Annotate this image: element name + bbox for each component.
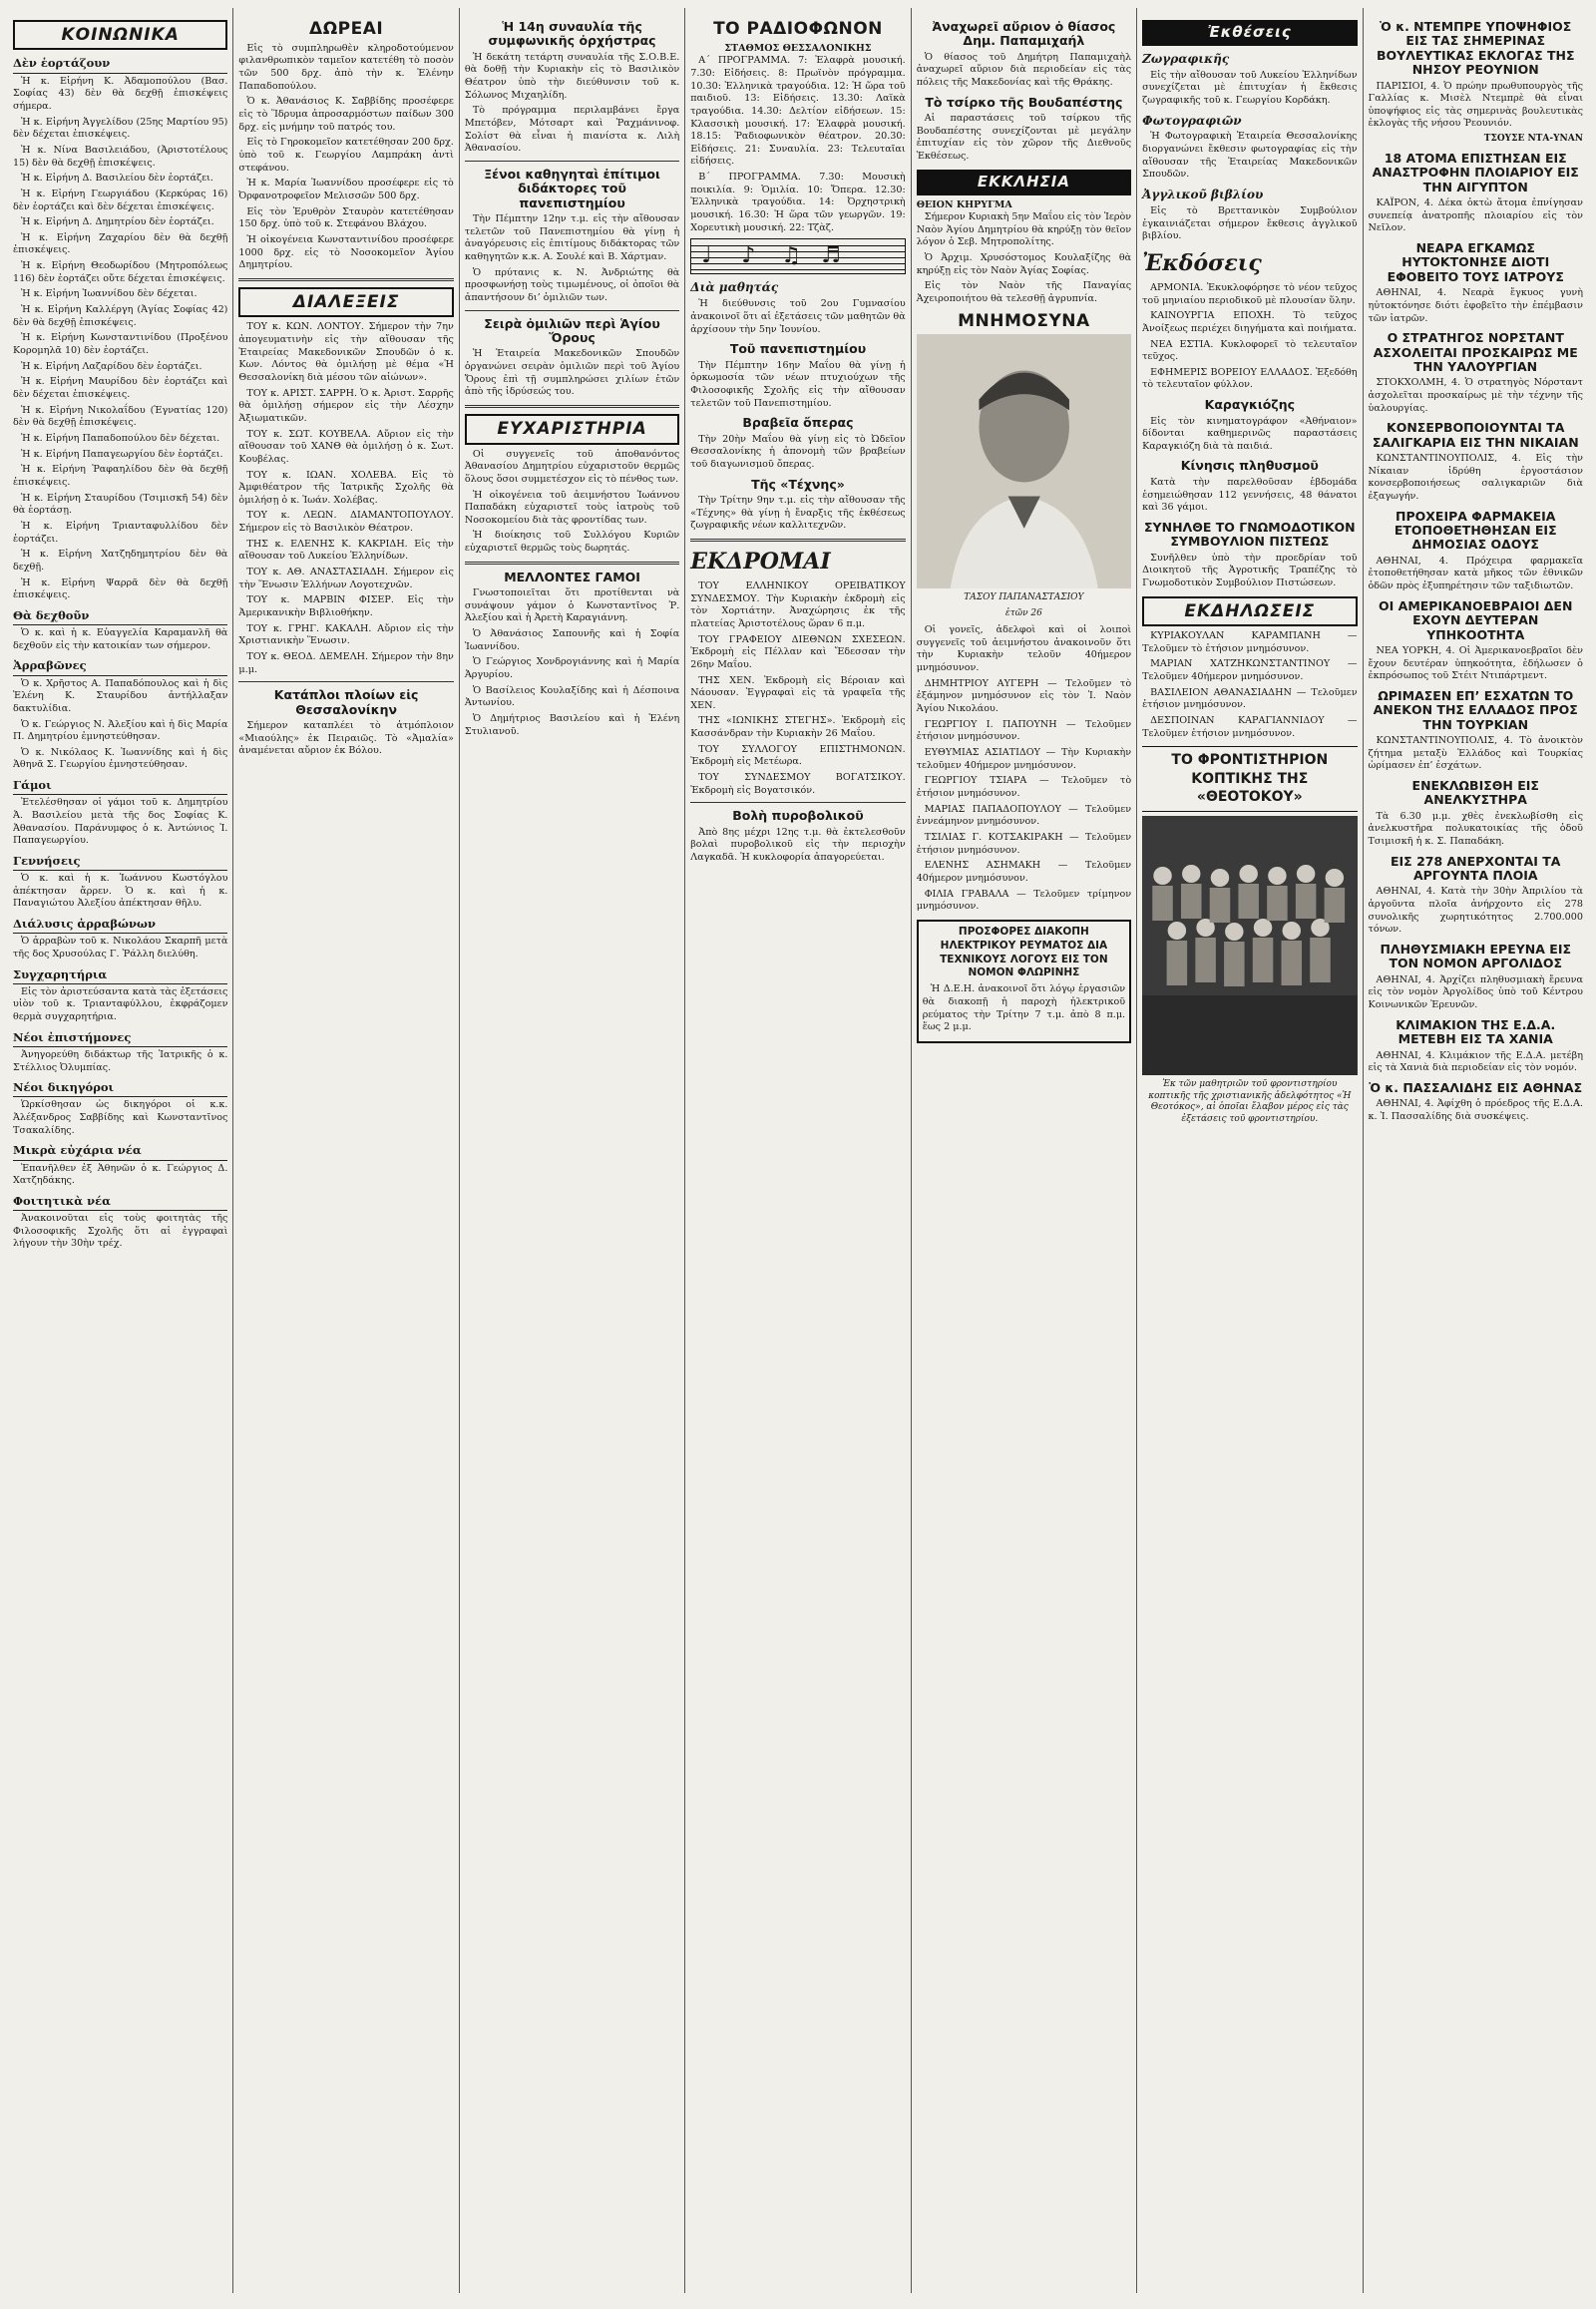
divider — [465, 562, 679, 565]
list-item: ΤΟΥ κ. ΜΑΡΒΙΝ ΦΙΣΕΡ. Εἰς τὴν Ἀμερικανικὴν Βιβλιοθήκην. — [238, 594, 454, 619]
heading-elevator: ΕΝΕΚΛΩΒΙΣΘΗ ΕΙΣ ΑΝΕΛΚΥΣΤΗΡΑ — [1411, 777, 1539, 808]
heading-university: Τοῦ πανεπιστημίου — [729, 341, 867, 357]
music-note-icon: ♪ — [741, 242, 756, 269]
church-subheading: ΘΕΙΟΝ ΚΗΡΥΓΜΑ — [916, 198, 1012, 210]
list-item: ΔΕΣΠΟΙΝΑΝ ΚΑΡΑΓΙΑΝΝΙΔΟΥ — Τελοῦμεν ἐτήσιον μνημόσυνον. — [1142, 714, 1358, 739]
paragraph: ΑΘΗΝΑΙ, 4. Κλιμάκιον τῆς Ε.Δ.Α. μετέβη εἰς τὰ Χανιὰ διὰ περιοδείαν εἰς τὸν νομόν. — [1368, 1049, 1583, 1074]
heading-new-scientists: Νέοι ἐπιστήμονες — [13, 1030, 227, 1047]
list-item: Ἡ κ. Εἰρήνη Λαζαρίδου δὲν ἑορτάζει. — [21, 360, 202, 372]
list-item: Ἡ κ. Νίνα Βασιλειάδου, (Ἀριστοτέλους 15) δὲν θὰ δεχθῇ ἐπισκέψεις. — [13, 144, 228, 169]
list-item: ΤΣΙΛΙΑΣ Γ. ΚΟΤΣΑΚΙΡΑΚΗ — Τελοῦμεν ἐτήσιον μνημόσυνον. — [916, 831, 1132, 856]
music-staff-graphic — [690, 238, 905, 274]
divider — [465, 161, 679, 162]
heading-art-society: Τῆς «Τέχνης» — [751, 476, 845, 492]
heading-student-news: Φοιτητικὰ νέα — [13, 1194, 227, 1211]
heading-excursions: ΕΚΔΡΟΜΑΙ — [690, 548, 831, 575]
paragraph: ΑΘΗΝΑΙ, 4. Ἀφίχθη ὁ πρόεδρος τῆς Ε.Δ.Α. κ. Ἰ. Πασσαλίδης διὰ συσκέψεις. — [1368, 1098, 1583, 1122]
paragraph: Τὴν Τρίτην 9ην τ.μ. εἰς τὴν αἴθουσαν τῆς «Τέχνης» θὰ γίνῃ ἡ ἔναρξις τῆς ἐκθέσεως ζωγραφικῆς νέων καλλιτεχνῶν. — [690, 494, 906, 532]
heading-coptic-school: ΤΟ ΦΡΟΝΤΙΣΤΗΡΙΟΝ ΚΟΠΤΙΚΗΣ ΤΗΣ «ΘΕΟΤΟΚΟΥ» — [1142, 746, 1357, 811]
paragraph: ΣΤΟΚΧΟΛΜΗ, 4. Ὁ στρατηγὸς Νόρσταντ ἀσχολεῖται προσκαίρως μὲ τὴν τέχνην τῆς ὑαλουργίας. — [1368, 377, 1583, 414]
list-item: ΤΟΥ κ. ΙΩΑΝ. ΧΟΛΕΒΑ. Εἰς τὸ Ἀμφιθέατρον τῆς Ἰατρικῆς Σχολῆς θὰ ὁμιλήσῃ ὁ κ. Ἰωάν. Χολέβας. — [238, 469, 454, 506]
paragraph: ΝΕΑ ΥΟΡΚΗ, 4. Οἱ Ἀμερικανοεβραῖοι δὲν ἔχουν δευτέραν ὑπηκοότητα, ἐδήλωσεν ὁ ἐκπρόσωπος τοῦ Στέιτ Ντιπάρτμεντ. — [1368, 644, 1583, 682]
text-ship-arrivals: Σήμερον καταπλέει τὸ ἀτμόπλοιον «Μιαούλης» ἐκ Πειραιῶς. Τὸ «Ἀμαλία» ἀναμένεται αὔριον ἐκ Βόλου. — [238, 720, 454, 757]
list-item: Ὁ Ἀθανάσιος Σαπουνῆς καὶ ἡ Σοφία Ἰωαννίδου. — [464, 628, 680, 652]
heading-karagiozis: Καραγκιόζης — [1204, 397, 1295, 413]
list-item: Ὁ κ. Νικόλαος Κ. Ἰωαννίδης καὶ ἡ δὶς Ἀθηνᾶ Σ. Γεωργίου ἐμνηστεύθησαν. — [13, 746, 228, 771]
section-title-social: ΚΟΙΝΩΝΙΚΑ — [13, 20, 227, 50]
paragraph: Εἰς τὸ Βρεττανικὸν Συμβούλιον ἐγκαινιάζεται σήμερον ἔκθεσις ἀγγλικοῦ βιβλίου. — [1142, 204, 1358, 242]
list-item: Ὁ κ. Χρῆστος Α. Παπαδόπουλος καὶ ἡ δὶς Ἑλένη Κ. Σταυρίδου ἀντήλλαξαν δακτυλίδια. — [13, 677, 228, 714]
paragraph: ΚΩΝΣΤΑΝΤΙΝΟΥΠΟΛΙΣ, 4. Τὸ ἀνοικτὸν ζήτημα μεταξὺ Ἑλλάδος καὶ Τουρκίας ὡρίμασεν ἐπ’ ἐσχάτων. — [1368, 734, 1583, 772]
list-item: ΚΥΡΙΑΚΟΥΛΑΝ ΚΑΡΑΜΠΑΝΗ — Τελοῦμεν τὸ ἐτήσιον μνημόσυνον. — [1142, 629, 1358, 654]
text-small-news: Ἐπανῆλθεν ἐξ Ἀθηνῶν ὁ κ. Γεώργιος Δ. Χατζηδάκης. — [13, 1162, 228, 1187]
heading-foreign-professors: Ξένοι καθηγηταὶ ἐπίτιμοι διδάκτορες τοῦ πανεπιστημίου — [484, 167, 660, 210]
radio-station: ΣΤΑΘΜΟΣ ΘΕΣΣΑΛΟΝΙΚΗΣ — [724, 42, 872, 54]
paragraph: Α΄ ΠΡΟΓΡΑΜΜΑ. 7: Ἐλαφρὰ μουσική. 7.30: Εἰδήσεις. 8: Πρωϊνὸν πρόγραμμα. 10.30: Ἐλληνικὰ τραγούδια. 12: Ἡ ὥρα τοῦ παιδιοῦ. 13: Εἰδήσεις. 13.30: Λαϊκὰ τραγούδια. 14.30: Δελτίον εἰδήσεων. 15: Κλασσικὴ μουσική. 17: Ἐλαφρὰ μουσική. 18.15: Ῥαδιοφωνικὸν θέατρον. 20.30: Εἰδήσεις. 21: Συναυλία. 23: Τελευταῖαι εἰδήσεις. — [690, 55, 906, 168]
heading-weddings: Γάμοι — [13, 778, 227, 795]
list-item: Ἡ κ. Εἰρήνη Χατζηδημητρίου δὲν θὰ δεχθῇ. — [13, 549, 228, 573]
list-item: ΔΗΜΗΤΡΙΟΥ ΑΥΓΕΡΗ — Τελοῦμεν τὸ ἑξάμηνον μνημόσυνον εἰς τὸν Ἱ. Ναὸν Ἁγίου Νικολάου. — [916, 677, 1132, 715]
divider — [465, 405, 679, 408]
heading-births: Γεννήσεις — [13, 854, 227, 871]
divider — [690, 802, 905, 803]
list-item: ΤΗΣ «ΙΩΝΙΚΗΣ ΣΤΕΓΗΣ». Ἐκδρομὴ εἰς Κασσάνδραν τὴν Κυριακὴν 26 Μαΐου. — [690, 715, 906, 740]
list-item: ΤΟΥ κ. ΛΕΩΝ. ΔΙΑΜΑΝΤΟΠΟΥΛΟΥ. Σήμερον εἰς τὸ Βασιλικὸν Θέατρον. — [238, 510, 454, 535]
paragraph: Ὁ θίασος τοῦ Δημήτρη Παπαμιχαὴλ ἀναχωρεῖ αὔριον διὰ περιοδείαν εἰς τὰς πόλεις τῆς Μακεδονίας καὶ τῆς Θράκης. — [916, 51, 1132, 89]
list-item: Εἰς τὸν Ναὸν τῆς Παναγίας Ἀχειροποιήτου θὰ τελεσθῇ ἀγρυπνία. — [916, 280, 1132, 304]
column-7 — [1364, 8, 1588, 2293]
heading-future-weddings: ΜΕΛΛΟΝΤΕΣ ΓΑΜΟΙ — [504, 569, 640, 584]
list-item: Ὁ Δημήτριος Βασιλείου καὶ ἡ Ἑλένη Στυλιανοῦ. — [464, 713, 680, 737]
paragraph: Τὸ πρόγραμμα περιλαμβάνει ἔργα Μπετόβεν, Μότσαρτ καὶ Ῥαχμάνινοφ. Σολίστ θὰ εἶναι ἡ πιανίστα κ. Λιλὴ Ἀθανασίου. — [464, 105, 680, 155]
paragraph: ΚΑΪΡΟΝ, 4. Δέκα ὀκτὼ ἄτομα ἐπνίγησαν συνεπείᾳ ἀνατροπῆς πλοιαρίου εἰς τὸν Νεῖλον. — [1368, 197, 1583, 234]
list-not-celebrating — [13, 76, 227, 602]
paragraph: Τὴν 20ὴν Μαΐου θὰ γίνῃ εἰς τὸ Ὠδεῖον Θεσσαλονίκης ἡ ἀπονομὴ τῶν βραβείων τοῦ διαγωνισμοῦ ὄπερας. — [690, 433, 906, 470]
paragraph: ΑΘΗΝΑΙ, 4. Ἀρχίζει πληθυσμιακὴ ἔρευνα εἰς τὸν νομὸν Ἀργολίδος ὑπὸ τοῦ Κέντρου Κοινωνικῶν Ἐρευνῶν. — [1368, 973, 1583, 1011]
heading-radio: ΤΟ ΡΑΔΙΟΦΩΝΟΝ — [713, 19, 883, 39]
paragraph: Κατὰ τὴν παρελθοῦσαν ἑβδομάδα ἐσημειώθησαν 112 γεννήσεις, 48 θάνατοι καὶ 36 γάμοι. — [1142, 476, 1358, 514]
list-item: ΓΕΩΡΓΙΟΥ ΤΣΙΑΡΑ — Τελοῦμεν τὸ ἐτήσιον μνημόσυνον. — [916, 775, 1132, 799]
group-photo-illustration — [1142, 816, 1357, 1075]
list-item: ΤΟΥ ΕΛΛΗΝΙΚΟΥ ΟΡΕΙΒΑΤΙΚΟΥ ΣΥΝΔΕΣΜΟΥ. Τὴν Κυριακὴν ἐκδρομὴ εἰς τὸν Χορτιάτην. Ἀναχώρησις ἐκ τῆς πλατείας Ἀριστοτέλους ὥραν 6 π.μ. — [690, 579, 906, 629]
list-item: ΓΕΩΡΓΙΟΥ Ι. ΠΑΠΟΥΝΗ — Τελοῦμεν ἐτήσιον μνημόσυνον. — [916, 718, 1132, 743]
list-item: ΤΟΥ κ. ΓΡΗΓ. ΚΑΚΑΛΗ. Αὔριον εἰς τὴν Χριστιανικὴν Ἕνωσιν. — [238, 622, 454, 647]
list-item: ΑΡΜΟΝΙΑ. Ἐκυκλοφόρησε τὸ νέον τεῦχος τοῦ μηνιαίου περιοδικοῦ μὲ πλουσίαν ὕλην. — [1142, 281, 1358, 306]
heading-ntempre: Ὁ κ. ΝΤΕΜΠΡΕ ΥΠΟΨΗΦΙΟΣ ΕΙΣ ΤΑΣ ΣΗΜΕΡΙΝΑΣ ΒΟΥΛΕΥΤΙΚΑΣ ΕΚΛΟΓΑΣ ΤΗΣ ΝΗΣΟΥ ΡΕΟΥΝΙΟΝ — [1377, 19, 1575, 78]
heading-citizenship: ΟΙ ΑΜΕΡΙΚΑΝΟΕΒΡΑΙΟΙ ΔΕΝ ΕΧΟΥΝ ΔΕΥΤΕΡΑΝ ΥΠΗΚΟΟΤΗΤΑ — [1379, 597, 1573, 642]
list-item: ΤΗΣ κ. ΕΛΕΝΗΣ Κ. ΚΑΚΡΙΔΗ. Εἰς τὴν αἴθουσαν τοῦ Λυκείου Ἑλληνίδων. — [238, 538, 454, 563]
list-item: Εἰς τὸ συμπληρωθὲν κληροδοτούμενον φιλανθρωπικὸν ταμεῖον κατετέθη τὸ ποσὸν τῶν 500 δρχ. ἀπὸ τὴν κ. Ἑλένην Παπαδοπούλου. — [238, 42, 454, 92]
list-item: Ἡ οἰκογένεια τοῦ ἀειμνήστου Ἰωάννου Παπαδάκη εὐχαριστεῖ τοὺς ἰατροὺς τοῦ Νοσοκομείου διὰ τὰς φροντίδας των. — [464, 489, 680, 526]
paragraph: Τὴν Πέμπτην 16ην Μαΐου θὰ γίνῃ ἡ ὁρκωμοσία τῶν νέων πτυχιούχων τῆς Φιλοσοφικῆς Σχολῆς εἰς τὴν αἴθουσαν τελετῶν τοῦ Πανεπιστημίου. — [690, 359, 906, 409]
heading-memorials: ΜΝΗΜΟΣΥΝΑ — [958, 310, 1090, 331]
list-item: Ἡ κ. Εἰρήνη Σταυρίδου (Τσιμισκῆ 54) δὲν θὰ ἑορτάσῃ. — [13, 492, 228, 517]
divider — [238, 681, 453, 682]
heading-engagements: Ἀρραβῶνες — [13, 658, 227, 675]
heading-population-survey: ΠΛΗΘΥΣΜΙΑΚΗ ΕΡΕΥΝΑ ΕΙΣ ΤΟΝ ΝΟΜΟΝ ΑΡΓΟΛΙΔΟΣ — [1380, 942, 1572, 971]
list-item: ΕΦΗΜΕΡΙΣ ΒΟΡΕΙΟΥ ΕΛΛΑΔΟΣ. Ἐξεδόθη τὸ τελευταῖον φύλλον. — [1142, 366, 1358, 391]
heading-ship-arrivals: Κατάπλοι πλοίων εἰς Θεσσαλονίκην — [273, 687, 419, 717]
heading-events: ΕΚΔΗΛΩΣΕΙΣ — [1142, 596, 1357, 626]
paragraph: Συνῆλθεν ὑπὸ τὴν προεδρίαν τοῦ Διοικητοῦ τῆς Ἀγροτικῆς Τραπέζης τὸ Γνωμοδοτικὸν Συμβούλιον Πιστώσεων. — [1142, 552, 1358, 588]
paragraph: Ἡ Φωτογραφικὴ Ἑταιρεία Θεσσαλονίκης διοργανώνει ἔκθεσιν φωτογραφίας εἰς τὴν αἴθουσαν τῆς Ἑταιρείας Μακεδονικῶν Σπουδῶν. — [1142, 131, 1358, 181]
paragraph: ΚΩΝΣΤΑΝΤΙΝΟΥΠΟΛΙΣ, 4. Εἰς τὴν Νίκαιαν ἱδρύθη ἐργοστάσιον κονσερβοποιήσεως σαλιγκαριῶν διὰ ἐξαγωγήν. — [1368, 453, 1583, 502]
heading-eda-chania: ΚΛΙΜΑΚΙΟΝ ΤΗΣ Ε.Δ.Α. ΜΕΤΕΒΗ ΕΙΣ ΤΑ ΧΑΝΙΑ — [1396, 1016, 1556, 1047]
heading-troupe: Ἀναχωρεῖ αὔριον ὁ θίασος Δημ. Παπαμιχαήλ — [932, 19, 1116, 49]
heading-circus: Τὸ τσίρκο τῆς Βουδαπέστης — [925, 94, 1123, 110]
heading-students: Διὰ μαθητάς — [690, 280, 779, 295]
portrait-illustration — [917, 334, 1131, 588]
newspaper-page — [8, 8, 1588, 2293]
list-item: ΜΑΡΙΑΝ ΧΑΤΖΗΚΩΝΣΤΑΝΤΙΝΟΥ — Τελοῦμεν 40ήμερον μνημόσυνον. — [1142, 658, 1358, 682]
column-3 — [460, 8, 685, 2293]
list-item: ΤΗΣ ΧΕΝ. Ἐκδρομὴ εἰς Βέροιαν καὶ Νάουσαν. Ἐγγραφαὶ εἰς τὰ γραφεῖα τῆς ΧΕΝ. — [690, 674, 906, 711]
list-item: Ἡ κ. Εἰρήνη Μαυρίδου δὲν ἑορτάζει καὶ δὲν δέχεται ἐπισκέψεις. — [13, 376, 228, 401]
text-will-receive: Ὁ κ. καὶ ἡ κ. Εὐαγγελία Καραμανλῆ θὰ δεχθοῦν εἰς τὴν κατοικίαν των σήμερον. — [13, 627, 228, 651]
list-item: ΤΟΥ κ. ΑΡΙΣΤ. ΣΑΡΡΗ. Ὁ κ. Ἀριστ. Σαρρῆς θὰ ὁμιλήσῃ σήμερον εἰς τὴν Λέσχην Ἀξιωματικῶν. — [238, 387, 454, 424]
heading-photography: Φωτογραφιῶν — [1142, 113, 1242, 128]
heading-population: Κίνησις πληθυσμοῦ — [1180, 458, 1319, 474]
heading-painting: Ζωγραφικῆς — [1142, 51, 1230, 66]
list-item: Ἡ κ. Μαρία Ἰωαννίδου προσέφερε εἰς τὸ Ὀρφανοτροφεῖον Μελισσῶν 500 δρχ. — [238, 178, 454, 201]
heading-idle-ships: ΕΙΣ 278 ΑΝΕΡΧΟΝΤΑΙ ΤΑ ΑΡΓΟΥΝΤΑ ΠΛΟΙΑ — [1390, 853, 1561, 884]
paragraph: ΑΘΗΝΑΙ, 4. Κατὰ τὴν 30ὴν Ἀπριλίου τὰ ἀργοῦντα πλοῖα ἀνήρχοντο εἰς 278 συνολικῆς χωρητικότητος 2.700.000 τόνων. — [1368, 886, 1583, 936]
heading-will-receive: Θὰ δεχθοῦν — [13, 608, 227, 625]
list-item: Ἡ κ. Εἰρήνη Τριανταφυλλίδου δὲν ἑορτάζει. — [13, 520, 228, 545]
list-item: Ὁ κ. Γεώργιος Ν. Ἀλεξίου καὶ ἡ δὶς Μαρία Π. Δημητρίου ἐμνηστεύθησαν. — [13, 718, 228, 743]
paragraph: Αἱ παραστάσεις τοῦ τσίρκου τῆς Βουδαπέστης συνεχίζονται μὲ μεγάλην ἐπιτυχίαν εἰς τὸν χῶρον τῆς Διεθνοῦς Ἐκθέσεως. — [916, 113, 1132, 163]
heading-boat-accident: 18 ΑΤΟΜΑ ΕΠΙΣΤΗΣΑΝ ΕΙΣ ΑΝΑΣΤΡΟΦΗΝ ΠΛΟΙΑΡΙΟΥ ΕΙΣ ΤΗΝ ΑΙΓΥΠΤΟΝ — [1372, 151, 1579, 194]
list-item: Ἡ κ. Εἰρήνη Ἀγγελίδου (25ης Μαρτίου 95) δὲν δέχεται ἐπισκέψεις. — [13, 116, 228, 141]
list-item: Ἡ κ. Εἰρήνη Νικολαΐδου (Ἐγνατίας 120) δὲν θὰ δεχθῇ ἐπισκέψεις. — [13, 404, 228, 429]
list-item: Ὁ Ἀρχιμ. Χρυσόστομος Κουλαξίζης θὰ κηρύξῃ εἰς τὸν Ναὸν Ἁγίας Σοφίας. — [916, 252, 1132, 276]
list-item: Ἡ κ. Εἰρήνη Γεωργιάδου (Κερκύρας 16) δὲν ἑορτάζει καὶ δὲν δέχεται ἐπισκέψεις. — [13, 188, 228, 212]
paragraph: Εἰς τὸν κινηματογράφον «Ἀθήναιον» δίδονται καθημερινῶς παραστάσεις Καραγκιόζη διὰ τὰ παιδιά. — [1142, 415, 1358, 452]
paragraph: Ἡ Ἑταιρεία Μακεδονικῶν Σπουδῶν ὀργανώνει σειρὰν ὁμιλιῶν περὶ τοῦ Ἁγίου Ὄρους ἐπὶ τῇ συμπληρώσει χιλίων ἐτῶν ἀπὸ τῆς ἱδρύσεώς του. — [464, 348, 680, 398]
column-2 — [233, 8, 459, 2293]
notice-title: ΠΡΟΣΦΟΡΕΣ ΔΙΑΚΟΠΗ ΗΛΕΚΤΡΙΚΟΥ ΡΕΥΜΑΤΟΣ ΔΙΑ ΤΕΧΝΙΚΟΥΣ ΛΟΓΟΥΣ ΕΙΣ ΤΟΝ ΝΟΜΟΝ ΦΛΩΡΙΝΗΣ — [940, 925, 1108, 979]
text-broken-engagement: Ὁ ἀρραβὼν τοῦ κ. Νικολάου Σκαρπῆ μετὰ τῆς δος Χρυσούλας Γ. Ῥάλλη διελύθη. — [13, 936, 228, 960]
paragraph: Β΄ ΠΡΟΓΡΑΜΜΑ. 7.30: Μουσικὴ ποικιλία. 9: Ὁμιλία. 10: Ὄπερα. 12.30: Ἐλληνικὰ τραγούδια. 14: Ὀρχηστρικὴ μουσική. 16.30: Ἡ ὥρα τῶν γεωργῶν. 19: Χορευτικὴ μουσική. 22: Τζὰζ. — [690, 172, 906, 233]
music-note-icon: ♫ — [781, 242, 801, 269]
list-item: Ἡ κ. Εἰρήνη Ζαχαρίου δὲν θὰ δεχθῇ ἐπισκέψεις. — [13, 231, 228, 256]
list-item: ΕΥΘΥΜΙΑΣ ΑΣΙΑΤΙΔΟΥ — Τὴν Κυριακὴν τελοῦμεν 40ήμερον μνημόσυνον. — [916, 746, 1132, 771]
list-item: Ἡ οἰκογένεια Κωνσταντινίδου προσέφερε 1000 δρχ. εἰς τὸ Νοσοκομεῖον Ἁγίου Δημητρίου. — [238, 233, 454, 271]
paragraph: Ἡ δεκάτη τετάρτη συναυλία τῆς Σ.Ο.Β.Ε. θὰ δοθῇ τὴν Κυριακὴν εἰς τὸ Βασιλικὸν Θέατρον ὑπὸ τὴν διεύθυνσιν τοῦ κ. Σόλωνος Μιχαηλίδη. — [464, 51, 680, 101]
list-item: Ἡ κ. Εἰρήνη Ῥαφαηλίδου δὲν θὰ δεχθῇ ἐπισκέψεις. — [13, 464, 228, 488]
heading-lecture-series: Σειρὰ ὁμιλιῶν περὶ Ἁγίου Ὄρους — [484, 315, 660, 346]
paragraph: Ἡ διεύθυνσις τοῦ 2ου Γυμνασίου ἀνακοινοῖ ὅτι αἱ ἐξετάσεις τῶν μαθητῶν θὰ ἀρχίσουν τὴν 5ην Ἰουνίου. — [690, 298, 906, 335]
list-item: Εἰς τὸ Γηροκομεῖον κατετέθησαν 200 δρχ. ὑπὸ τοῦ κ. Γεωργίου Λαμπράκη ἀντὶ στεφάνου. — [238, 137, 454, 174]
heading-exhibitions: Ἐκθέσεις — [1142, 20, 1357, 46]
text-new-scientists: Ἀνηγορεύθη διδάκτωρ τῆς Ἰατρικῆς ὁ κ. Στέλλιος Ὀλυμπίας. — [13, 1048, 228, 1073]
paragraph: Ἀπὸ 8ης μέχρι 12ης τ.μ. θὰ ἐκτελεσθοῦν βολαὶ πυροβολικοῦ εἰς τὴν περιοχὴν Λαγκαδᾶ. Ἡ κυκλοφορία ἀπαγορεύεται. — [690, 826, 906, 864]
paragraph: Τὴν Πέμπτην 12ην τ.μ. εἰς τὴν αἴθουσαν τελετῶν τοῦ Πανεπιστημίου θὰ γίνῃ ἡ ἀναγόρευσις εἰς ἐπιτίμους διδάκτορας τῶν καθηγητῶν κ.κ. Α. Σουλέ καὶ Β. Χάρτμαν. — [464, 213, 680, 263]
list-item: ΦΙΛΙΑ ΓΡΑΒΑΛΑ — Τελοῦμεν τρίμηνον μνημόσυνον. — [916, 888, 1132, 913]
list-item: Εἰς τὸν Ἐρυθρὸν Σταυρὸν κατετέθησαν 150 δρχ. ὑπὸ τοῦ κ. Στεφάνου Βλάχου. — [238, 205, 454, 230]
music-note-icon: ♩ — [701, 242, 712, 269]
list-item: ΤΟΥ κ. ΑΘ. ΑΝΑΣΤΑΣΙΑΔΗ. Σήμερον εἰς τὴν Ἕνωσιν Ἑλλήνων Λογοτεχνῶν. — [238, 567, 454, 590]
heading-english-books: Ἀγγλικοῦ βιβλίου — [1142, 188, 1264, 202]
list-item: Ὁ Βασίλειος Κουλαξίδης καὶ ἡ Δέσποινα Ἀντωνίου. — [464, 684, 680, 709]
text-weddings: Ἐτελέσθησαν οἱ γάμοι τοῦ κ. Δημητρίου Ἀ. Βασιλείου μετὰ τῆς δος Σοφίας Κ. Ἀθανασίου. Παράνυμφος ὁ κ. Ἀντώνιος Ἰ. Παπαγεωργίου. — [13, 797, 228, 847]
paragraph: ΑΘΗΝΑΙ, 4. Πρόχειρα φαρμακεῖα ἐτοποθετήθησαν κατὰ μῆκος τῶν ἐθνικῶν ὁδῶν πρὸς ἐξυπηρέτησιν τῶν ταξιδιωτῶν. — [1368, 555, 1583, 592]
portrait-caption: ΤΑΣΟΥ ΠΑΠΑΝΑΣΤΑΣΙΟΥ — [964, 592, 1084, 603]
music-note-icon: ♬ — [821, 242, 841, 269]
heading-publications: Ἐκδόσεις — [1142, 249, 1262, 276]
heading-greece-turkey: ΩΡΙΜΑΣΕΝ ΕΠ’ ΕΣΧΑΤΩΝ ΤΟ ΑΝΕΚΟΝ ΤΗΣ ΕΛΛΑΔΟΣ ΠΡΟΣ ΤΗΝ ΤΟΥΡΚΙΑΝ — [1373, 687, 1578, 732]
text-student-news: Ἀνακοινοῦται εἰς τοὺς φοιτητὰς τῆς Φιλοσοφικῆς Σχολῆς ὅτι αἱ ἐγγραφαὶ λήγουν τὴν 30ὴν τρέχ. — [13, 1212, 228, 1250]
list-item: ΤΟΥ κ. ΚΩΝ. ΛΟΝΤΟΥ. Σήμερον τὴν 7ην ἀπογευματινὴν εἰς τὴν αἴθουσαν τῆς Ἑταιρείας Μακεδονικῶν Σπουδῶν ὁ κ. Κων. Λόντος θὰ ὁμιλήσῃ μὲ θέμα «Ἡ Θεσσαλονίκη διὰ μέσου τῶν αἰώνων». — [238, 321, 454, 383]
column-5 — [912, 8, 1137, 2293]
list-item: Γνωστοποιεῖται ὅτι προτίθενται νὰ συνάψουν γάμον ὁ Κωνσταντῖνος Ῥ. Ἀλεξίου καὶ ἡ Ἀρετὴ Καραγιάννη. — [464, 587, 680, 624]
notice-text: Ἡ Δ.Ε.Η. ἀνακοινοῖ ὅτι λόγῳ ἐργασιῶν θὰ διακοπῇ ἡ παροχὴ ἠλεκτρικοῦ ρεύματος τὴν Τρίτην 7 τ.μ. ἀπὸ 8 π.μ. ἕως 2 μ.μ. — [922, 983, 1126, 1033]
list-item: Ἡ κ. Εἰρήνη Δ. Βασιλείου δὲν ἑορτάζει. — [21, 173, 213, 185]
paragraph: ΑΘΗΝΑΙ, 4. Νεαρὰ ἔγκυος γυνὴ ηὐτοκτόνησε διότι ἐφοβεῖτο τὴν ἐπέμβασιν τῶν ἰατρῶν. — [1368, 287, 1583, 324]
heading-council: ΣΥΝΗΛΘΕ ΤΟ ΓΝΩΜΟΔΟΤΙΚΟΝ ΣΥΜΒΟΥΛΙΟΝ ΠΙΣΤΕΩΣ — [1144, 519, 1356, 550]
byline: ΤΣΟΥΣΕ ΝΤΑ-ΥΝΑΝ — [1483, 134, 1583, 145]
portrait-age: ἐτῶν 26 — [1004, 608, 1042, 619]
list-item: ΤΟΥ κ. ΣΩΤ. ΚΟΥΒΕΛΑ. Αὔριον εἰς τὴν αἴθουσαν τοῦ ΧΑΝΘ θὰ ὁμιλήσῃ ὁ κ. Σωτ. Κουβέλας. — [238, 428, 454, 465]
list-item: Ἡ κ. Εἰρήνη Καλλέργη (Ἀγίας Σοφίας 42) δὲν θὰ δεχθῇ ἐπισκέψεις. — [13, 304, 228, 328]
list-item: ΚΑΙΝΟΥΡΓΙΑ ΕΠΟΧΗ. Τὸ τεῦχος Ἀνοίξεως περιέχει διηγήματα καὶ ποιήματα. — [1142, 310, 1358, 334]
heading-snails: ΚΟΝΣΕΡΒΟΠΟΙΟΥΝΤΑΙ ΤΑ ΣΑΛΙΓΚΑΡΙΑ ΕΙΣ ΤΗΝ ΝΙΚΑΙΑΝ — [1372, 420, 1579, 450]
divider — [238, 278, 453, 281]
group-photo — [1142, 816, 1357, 1075]
list-item: Ἡ κ. Εἰρήνη Θεοδωρίδου (Μητροπόλεως 116) δὲν ἑορτάζει οὔτε δέχεται ἐπισκέψεις. — [13, 260, 228, 284]
list-item: Ἡ διοίκησις τοῦ Συλλόγου Κυριῶν εὐχαριστεῖ θερμῶς τοὺς δωρητάς. — [464, 530, 680, 555]
divider — [690, 539, 905, 542]
list-item: Οἱ συγγενεῖς τοῦ ἀποθανόντος Ἀθανασίου Δημητρίου εὐχαριστοῦν θερμῶς ὅλους ὅσοι συμμετέσχον εἰς τὸ πένθος των. — [464, 448, 680, 485]
list-item: Ἡ κ. Εἰρήνη Παπαδοπούλου δὲν δέχεται. — [21, 433, 220, 445]
heading-thanks: ΕΥΧΑΡΙΣΤΗΡΙΑ — [465, 414, 679, 444]
divider — [465, 310, 679, 311]
list-item: Σήμερον Κυριακὴ 5ην Μαΐου εἰς τὸν Ἱερὸν Ναὸν Ἁγίου Δημητρίου θὰ κηρύξῃ τὸν θεῖον λόγον ὁ Σεβ. Μητροπολίτης. — [916, 211, 1132, 248]
heading-artillery-fire: Βολὴ πυροβολικοῦ — [732, 808, 864, 824]
heading-church: ΕΚΚΛΗΣΙΑ — [917, 170, 1131, 195]
heading-passalidis: Ὁ κ. ΠΑΣΣΑΛΙΔΗΣ ΕΙΣ ΑΘΗΝΑΣ — [1369, 1079, 1583, 1095]
column-1 — [8, 8, 233, 2293]
list-item: Ἡ κ. Εἰρήνη Κωνσταντινίδου (Προξένου Κορομηλᾶ 10) δὲν ἑορτάζει. — [13, 332, 228, 357]
column-4 — [685, 8, 911, 2293]
list-item: ΤΟΥ ΣΥΝΔΕΣΜΟΥ ΒΟΓΑΤΣΙΚΟΥ. Ἐκδρομὴ εἰς Βογατσικόν. — [690, 772, 906, 796]
paragraph: Ὁ πρύτανις κ. Ν. Ἀνδριώτης θὰ προσφωνήσῃ τοὺς τιμωμένους, οἱ ὁποῖοι θὰ ἀπαντήσουν δι’ ὁμιλιῶν των. — [464, 266, 680, 304]
heading-concert: Ἡ 14η συναυλία τῆς συμφωνικῆς ὀρχήστρας — [488, 19, 656, 49]
text-new-lawyers: Ὡρκίσθησαν ὡς δικηγόροι οἱ κ.κ. Ἀλέξανδρος Σαββίδης καὶ Κωνσταντῖνος Τσακαλίδης. — [13, 1099, 228, 1136]
power-outage-notice — [917, 920, 1131, 1043]
list-item: ΤΟΥ ΓΡΑΦΕΙΟΥ ΔΙΕΘΝΩΝ ΣΧΕΣΕΩΝ. Ἐκδρομὴ εἰς Πέλλαν καὶ Ἔδεσσαν τὴν 26ην Μαΐου. — [690, 633, 906, 670]
heading-donations: ΔΩΡΕΑΙ — [309, 19, 384, 39]
heading-new-lawyers: Νέοι δικηγόροι — [13, 1080, 227, 1097]
heading-suicide: ΝΕΑΡΑ ΕΓΚΑΜΩΣ ΗΥΤΟΚΤΟΝΗΣΕ ΔΙΟΤΙ ΕΦΟΒΕΙΤΟ ΤΟΥΣ ΙΑΤΡΟΥΣ — [1387, 240, 1564, 284]
list-item: Ἡ κ. Εἰρήνη Κ. Ἀδαμοπούλου (Βασ. Σοφίας 43) δὲν θὰ δεχθῇ ἐπισκέψεις σήμερα. — [13, 75, 228, 112]
heading-norstad: Ο ΣΤΡΑΤΗΓΟΣ ΝΟΡΣΤΑΝΤ ΑΣΧΟΛΕΙΤΑΙ ΠΡΟΣΚΑΙΡΩΣ ΜΕ ΤΗΝ ΥΑΛΟΥΡΓΙΑΝ — [1373, 330, 1578, 374]
list-item: Ὁ Γεώργιος Χονδρογιάννης καὶ ἡ Μαρία Ἀργυρίου. — [464, 656, 680, 681]
list-item: Ἡ κ. Εἰρήνη Ἰωαννίδου δὲν δέχεται. — [21, 288, 198, 300]
list-item: Ἡ κ. Εἰρήνη Ψαρρᾶ δὲν θὰ δεχθῇ ἐπισκέψεις. — [13, 577, 228, 601]
text-births: Ὁ κ. καὶ ἡ κ. Ἰωάννου Κωστόγλου ἀπέκτησαν ἄρρεν. Ὁ κ. καὶ ἡ κ. Παναγιώτου Ἀλεξίου ἀπέκτησαν θῆλυ. — [13, 873, 228, 910]
list-item: Ὁ κ. Ἀθανάσιος Κ. Σαββίδης προσέφερε εἰς τὸ Ἵδρυμα ἀπροσαρμόστων παίδων 300 δρχ. εἰς μνήμην τοῦ πατρός του. — [238, 96, 454, 133]
portrait-photo — [917, 334, 1131, 588]
list-item: Οἱ γονεῖς, ἀδελφοὶ καὶ οἱ λοιποὶ συγγενεῖς τοῦ ἀειμνήστου ἀνακοινοῦν ὅτι τὴν Κυριακὴν τελοῦν 40ήμερον μνημόσυνον. — [916, 624, 1132, 674]
list-item: Ἡ κ. Εἰρήνη Παπαγεωργίου δὲν ἑορτάζει. — [21, 448, 223, 460]
list-item: ΕΛΕΝΗΣ ΑΣΗΜΑΚΗ — Τελοῦμεν 40ήμερον μνημόσυνον. — [916, 860, 1132, 884]
list-item: ΒΑΣΙΛΕΙΟΝ ΑΘΑΝΑΣΙΑΔΗΝ — Τελοῦμεν ἐτήσιον μνημόσυνον. — [1142, 686, 1358, 711]
paragraph: ΠΑΡΙΣΙΟΙ, 4. Ὁ πρώην πρωθυπουργὸς τῆς Γαλλίας κ. Μισὲλ Ντεμπρὲ θὰ εἶναι ὑποψήφιος εἰς τὰς σημερινὰς βουλευτικὰς ἐκλογὰς τῆς νήσου Ῥεουνιόν. — [1368, 80, 1583, 130]
heading-small-news: Μικρὰ εὐχάρια νέα — [13, 1143, 227, 1160]
text-congratulations: Εἰς τὸν ἀριστεύσαντα κατὰ τὰς ἐξετάσεις υἱὸν τοῦ κ. Τριανταφύλλου, ἐκφράζομεν θερμὰ συγχαρητήρια. — [13, 985, 228, 1023]
heading-lectures: ΔΙΑΛΕΞΕΙΣ — [238, 287, 453, 317]
heading-not-celebrating: Δὲν ἑορτάζουν — [13, 56, 227, 73]
list-item: ΜΑΡΙΑΣ ΠΑΠΑΔΟΠΟΥΛΟΥ — Τελοῦμεν ἐννεάμηνον μνημόσυνον. — [916, 803, 1132, 828]
heading-opera-awards: Βραβεῖα ὄπερας — [742, 415, 854, 431]
paragraph: Εἰς τὴν αἴθουσαν τοῦ Λυκείου Ἑλληνίδων συνεχίζεται μὲ ἐπιτυχίαν ἡ ἔκθεσις ζωγραφικῆς τοῦ κ. Γεωργίου Κορδάκη. — [1142, 69, 1358, 106]
group-photo-caption: Ἐκ τῶν μαθητριῶν τοῦ φροντιστηρίου κοπτικῆς τῆς χριστιανικῆς ἀδελφότητος «Ἡ Θεοτόκος», αἱ ὁποῖαι ἔλαβον μέρος εἰς τὰς ἐξετάσεις τοῦ φροντιστηρίου. — [1148, 1078, 1352, 1125]
paragraph: Τὰ 6.30 μ.μ. χθὲς ἐνεκλωβίσθη εἰς ἀνελκυστῆρα πολυκατοικίας τῆς ὁδοῦ Τσιμισκῆ ἡ κ. Σ. Παπαδάκη. — [1368, 810, 1583, 847]
heading-congratulations: Συγχαρητήρια — [13, 967, 227, 984]
list-item: Ἡ κ. Εἰρήνη Δ. Δημητρίου δὲν ἑορτάζει. — [21, 216, 214, 228]
heading-pharmacies-roads: ΠΡΟΧΕΙΡΑ ΦΑΡΜΑΚΕΙΑ ΕΤΟΠΟΘΕΤΗΘΗΣΑΝ ΕΙΣ ΔΗΜΟΣΙΑΣ ΟΔΟΥΣ — [1394, 508, 1557, 553]
column-6 — [1137, 8, 1363, 2293]
list-item: ΤΟΥ ΣΥΛΛΟΓΟΥ ΕΠΙΣΤΗΜΟΝΩΝ. Ἐκδρομὴ εἰς Μετέωρα. — [690, 743, 906, 768]
list-item: ΤΟΥ κ. ΘΕΟΔ. ΔΕΜΕΛΗ. Σήμερον τὴν 8ην μ.μ. — [238, 651, 454, 675]
heading-broken-engagement: Διάλυσις ἀρραβώνων — [13, 917, 227, 934]
list-item: ΝΕΑ ΕΣΤΙΑ. Κυκλοφορεῖ τὸ τελευταῖον τεῦχος. — [1142, 338, 1358, 363]
